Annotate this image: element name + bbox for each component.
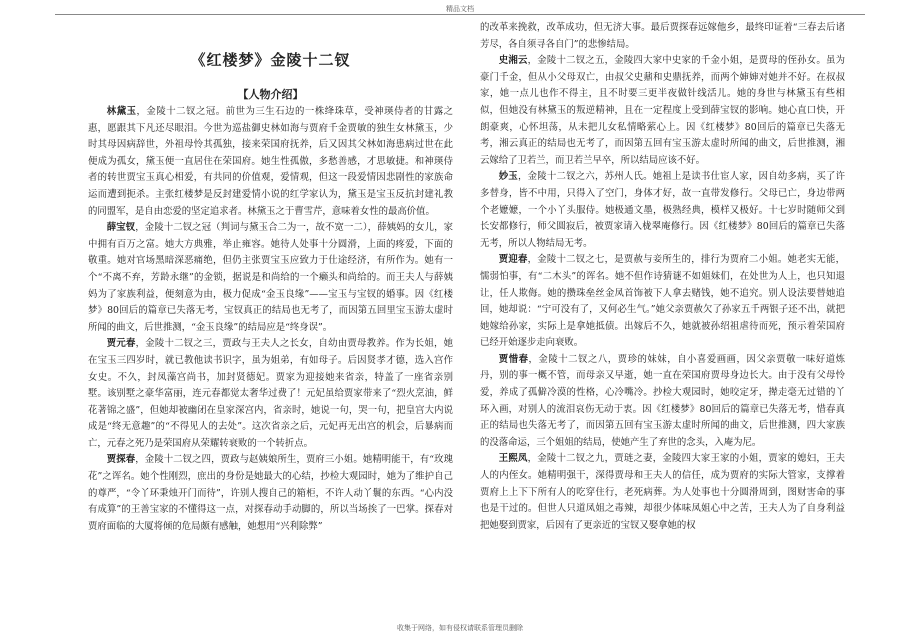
- paragraph-text: ，金陵十二钗之六，苏州人氏。她祖上是读书仕宦人家，因自幼多病，买了许多替身，皆不中用，只得入了空门，身体才好，故一直带发修行。父母已亡，身边带两个老嬷嬷，一个小丫头服侍。她极通文墨，极熟经典，模样又极好。十七岁时随师父到长安都修行，师父圆寂后，被贾家请入栊翠庵修行。因《红楼梦》80回后的篇章已失落无考，所以人物结局无考。: [480, 171, 845, 249]
- paragraph: [480, 252, 845, 352]
- character-name: 王熙凤: [498, 453, 528, 465]
- character-name: 妙玉: [498, 171, 519, 183]
- paragraph: [480, 20, 845, 53]
- header-divider: [55, 14, 865, 15]
- paragraph: [88, 220, 453, 336]
- right-body: [480, 20, 845, 534]
- paragraph-text: ，金陵十二钗之四，贾政与赵姨娘所生，贾府三小姐。她精明能干，有“玫瑰花”之诨名。她个性刚烈，庶出的身份是她最大的心结，抄检大观园时，她为了维护自己的尊严，“令丫环秉烛开门而待”，许别人搜自己的箱柜，不许人动丫鬟的东西。“心内没有成算”的王善宝家的不懂得这一点，对探春动手动脚的，所以当场挨了一巴掌。探春对贾府面临的大厦将倾的危局颇有感触，她想用“兴利除弊”: [88, 454, 453, 532]
- page-footer: 收集于网络，如有侵权请联系管理员删除: [397, 624, 523, 632]
- paragraph-text: ，金陵十二钗之三，贾政与王夫人之长女，自幼由贾母教养。作为长姐，她在宝玉三四岁时，就已教他读书识字，虽为姐弟，有如母子。后因贤孝才德，选入宫作女史。不久，封凤藻宫尚书，加封贤德妃。贾家为迎接她来省亲，特盖了一座省亲别墅。该别墅之豪华富丽，连元春都觉太奢华过费了！元妃虽给贾家带来了“烈火烹油，鲜花著锦之盛”，但她却被幽闭在皇家深宫内，省亲时，她说一句，哭一句，把皇宫大内说成是“终无意趣”的“不得见人的去处”。这次省亲之后，元妃再无出宫的机会，后暴病而亡，元春之死乃是荣国府从荣耀转衰败的一个转折点。: [88, 338, 453, 449]
- paragraph: [88, 452, 453, 535]
- character-name: 贾迎春: [498, 254, 528, 266]
- character-name: 薛宝钗: [106, 222, 136, 234]
- paragraph-text: ，金陵十二钗之冠（判词与黛玉合二为一，故不宽一二），薛姨妈的女儿，家中拥有百万之富。她大方典雅，举止雍容。她待人处事十分圆滑，上面的疼爱，下面的敬重。她对官场黑暗深恶痛绝，但仍主张贾宝玉应致力于仕途经济，有所作为。她有一个“不离不弃，芳龄永继”的金锁，据说是和尚给的一个癞头和尚给的。而王夫人与薛姨妈为了家族利益，便刻意为由，极力促成“金玉良缘”——宝玉与宝钗的婚事。因《红楼梦》80回后的篇章已失落无考，宝钗真正的结局也无考了，而因第五回里宝玉游太虚时所闻的曲文，后世推测，“金玉良缘”的结局应是“终身误”。: [88, 222, 453, 333]
- character-name: 贾惜春: [498, 353, 529, 365]
- paragraph-text: 的改革来挽救，改革成功，但无济大事。最后贾探春远嫁他乡，最终印证着“三春去后诸芳尽，各自须寻各自门”的悲惨结局。: [480, 22, 845, 50]
- paragraph-text: ，金陵十二钗之九，贾琏之妻，金陵四大家王家的小姐，贾家的媳妇，王夫人的内侄女。她精明强干，深得贾母和王夫人的信任，成为贾府的实际大管家，支撑着贾府上上下下所有人的吃穿住行，老死病葬。为人处事也十分圆滑周到，图财害命的事也是干过的。但世人只道凤姐之毒辣，却很少体味凤姐心中之苦，王夫人为了自身利益把她娶到贾家，后因有了更亲近的宝钗又娶拿她的权: [480, 453, 845, 531]
- paragraph-text: ，金陵十二钗之七，是贾赦与妾所生的，排行为贾府二小姐。她老实无能，懦弱怕事，有“二木头”的诨名。她不但作诗猜谜不如姐妹们，在处世为人上，也只知退让，任人欺侮。她的攒珠垒丝金凤首饰被下人拿去赌钱，她不追究。别人设法要替她追回，她却说：“宁可没有了，又何必生气。”她父亲贾赦欠了孙家五千两银子还不出，就把她嫁给孙家，实际上是拿她抵债。出嫁后不久，她就被孙绍祖虐待而死，预示着荣国府已经开始逐步走向衰败。: [480, 254, 845, 349]
- right-column: [480, 20, 845, 534]
- paragraph: [88, 336, 453, 452]
- paragraph: [480, 352, 845, 452]
- paragraph-text: ，金陵十二钗之五，金陵四大家中史家的千金小姐，是贾母的侄孙女。虽为豪门千金，但从小父母双亡，由叔父史鼐和史鼎抚养，而两个婶婶对她并不好。在叔叔家，她一点儿也作不得主，且不时要三更半夜做针线活儿。她的身世与林黛玉有些相似，但她没有林黛玉的叛逆精神，且在一定程度上受到薛宝钗的影响。她心直口快，开朗豪爽，心怀坦荡，从未把儿女私情略萦心上。因《红楼梦》80回后的篇章已失落无考，湘云真正的结局也无考了，而因第五回有宝玉游太虚时所闻的曲文，后世推测，湘云嫁给了卫若兰，而卫若兰早卒，所以结局应该不好。: [480, 55, 845, 166]
- paragraph: [88, 104, 453, 220]
- page-header: 精品文档: [446, 5, 474, 13]
- paragraph: [480, 53, 845, 169]
- paragraph-text: ，金陵十二钗之冠。前世为三生石边的一株绛珠草，受神瑛侍者的甘露之惠，愿跟其下凡还尽眼泪。今世为巡盐御史林如海与贾府千金贾敏的独生女林黛玉，少时其母因病辞世，外祖母怜其孤独，接来荣国府抚养，后又因其父林如海患病过世在此便成为孤女，黛玉便一直居住在荣国府。她生性孤傲，多愁善感，才思敏捷。和神瑛侍者的转世贾宝玉真心相爱，有共同的价值观，爱情观，但这一段爱情因悲剧性的家族命运而遭到扼杀。主张红楼梦是反封建爱情小说的红学家认为，黛玉是宝玉反抗封建礼教的同盟军，是自由恋爱的坚定追求者。林黛玉之于曹雪芹，意味着女性的最高价值。: [88, 106, 453, 217]
- character-name: 林黛玉: [106, 106, 137, 117]
- character-name: 史湘云: [498, 55, 528, 67]
- left-body: [88, 104, 453, 535]
- document-title: 《红楼梦》金陵十二钗: [190, 51, 351, 69]
- character-name: 贾元春: [106, 338, 136, 350]
- section-heading: 【人物介绍】: [237, 88, 304, 101]
- paragraph-text: ，金陵十二钗之八，贾珍的妹妹，自小喜爱画画，因父亲贾敬一味好道炼丹，别的事一概不管，而母亲又早逝，她一直在荣国府贾母身边长大。由于没有父母怜爱，养成了孤僻冷漠的性格，心冷嘴冷。抄检大观园时，她咬定牙，撵走毫无过错的丫环入画，对别人的流泪哀伤无动于衷。因《红楼梦》80回后的篇章已失落无考，惜春真正的结局也失落无考了，而因第五回有宝玉游太虚时所闻的曲文，后世推测，四大家族的没落命运，三个姐姐的结局，使她产生了弃世的念头，入庵为尼。: [480, 353, 845, 448]
- paragraph: [480, 451, 845, 534]
- paragraph: [480, 169, 845, 252]
- left-column: [88, 20, 453, 535]
- character-name: 贾探春: [106, 454, 136, 466]
